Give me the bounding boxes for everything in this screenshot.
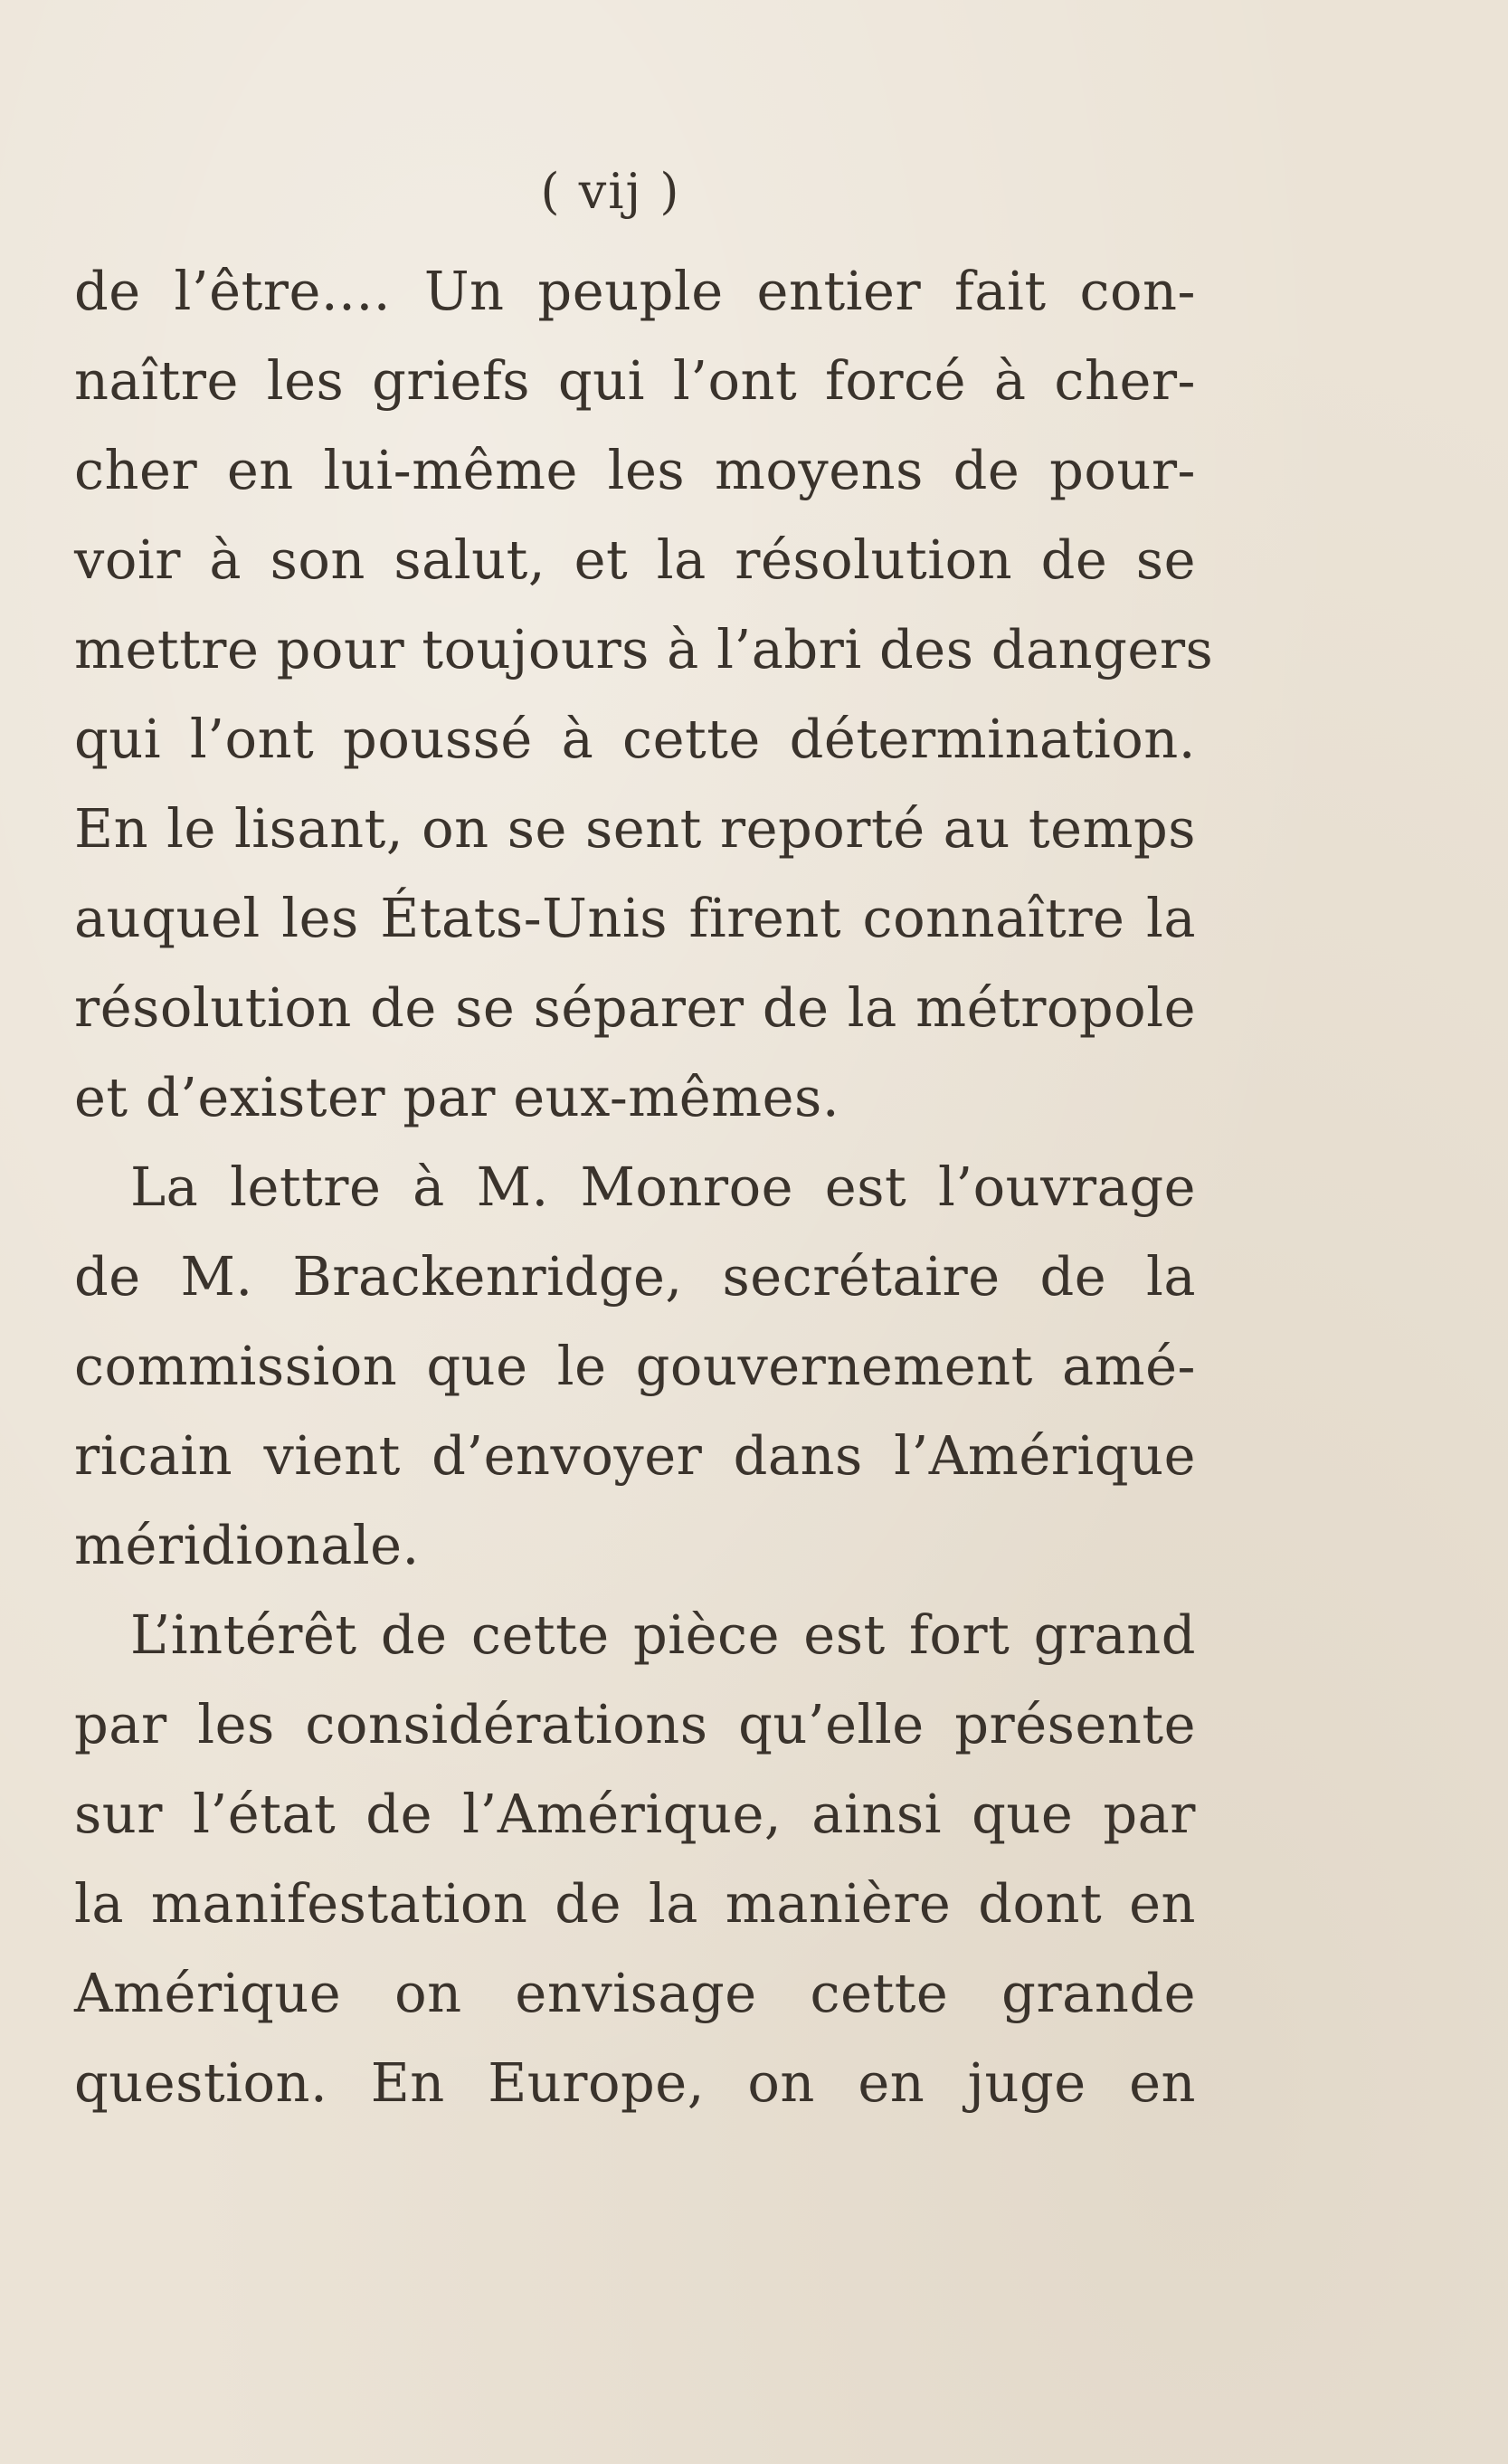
text-line: la manifestation de la manière dont en xyxy=(74,1872,1196,1935)
paragraph-end-line: méridionale. xyxy=(74,1514,420,1576)
text-line: qui l’ont poussé à cette détermination. xyxy=(74,708,1196,770)
text-line: sur l’état de l’Amérique, ainsi que par xyxy=(74,1783,1196,1845)
text-line: cher en lui-même les moyens de pour- xyxy=(74,439,1196,501)
text-line: de l’être.... Un peuple entier fait con- xyxy=(74,260,1196,322)
text-line: Amérique on envisage cette grande xyxy=(74,1962,1196,2024)
paragraph-start-line: La lettre à M. Monroe est l’ouvrage xyxy=(130,1156,1196,1218)
text-line: question. En Europe, on en juge en xyxy=(74,2051,1196,2114)
text-line: En le lisant, on se sent reporté au temps xyxy=(74,797,1196,860)
text-line: par les considérations qu’elle présente xyxy=(74,1693,1196,1755)
text-line: ricain vient d’envoyer dans l’Amérique xyxy=(74,1424,1196,1487)
paragraph-start-line: L’intérêt de cette pièce est fort grand xyxy=(130,1603,1196,1666)
body-text xyxy=(74,246,1214,2127)
text-line: naître les griefs qui l’ont forcé à cher- xyxy=(74,349,1196,412)
text-line: voir à son salut, et la résolution de se xyxy=(74,528,1196,591)
text-line: commission que le gouvernement amé- xyxy=(74,1335,1196,1397)
paragraph-end-line: et d’exister par eux-mêmes. xyxy=(74,1066,840,1128)
text-line: auquel les États-Unis firent connaître la xyxy=(74,887,1196,949)
page-number: ( vij ) xyxy=(540,163,681,220)
text-line: mettre pour toujours à l’abri des dangers xyxy=(74,618,1214,680)
text-line: résolution de se séparer de la métropole xyxy=(74,976,1196,1039)
text-line: de M. Brackenridge, secrétaire de la xyxy=(74,1245,1196,1308)
